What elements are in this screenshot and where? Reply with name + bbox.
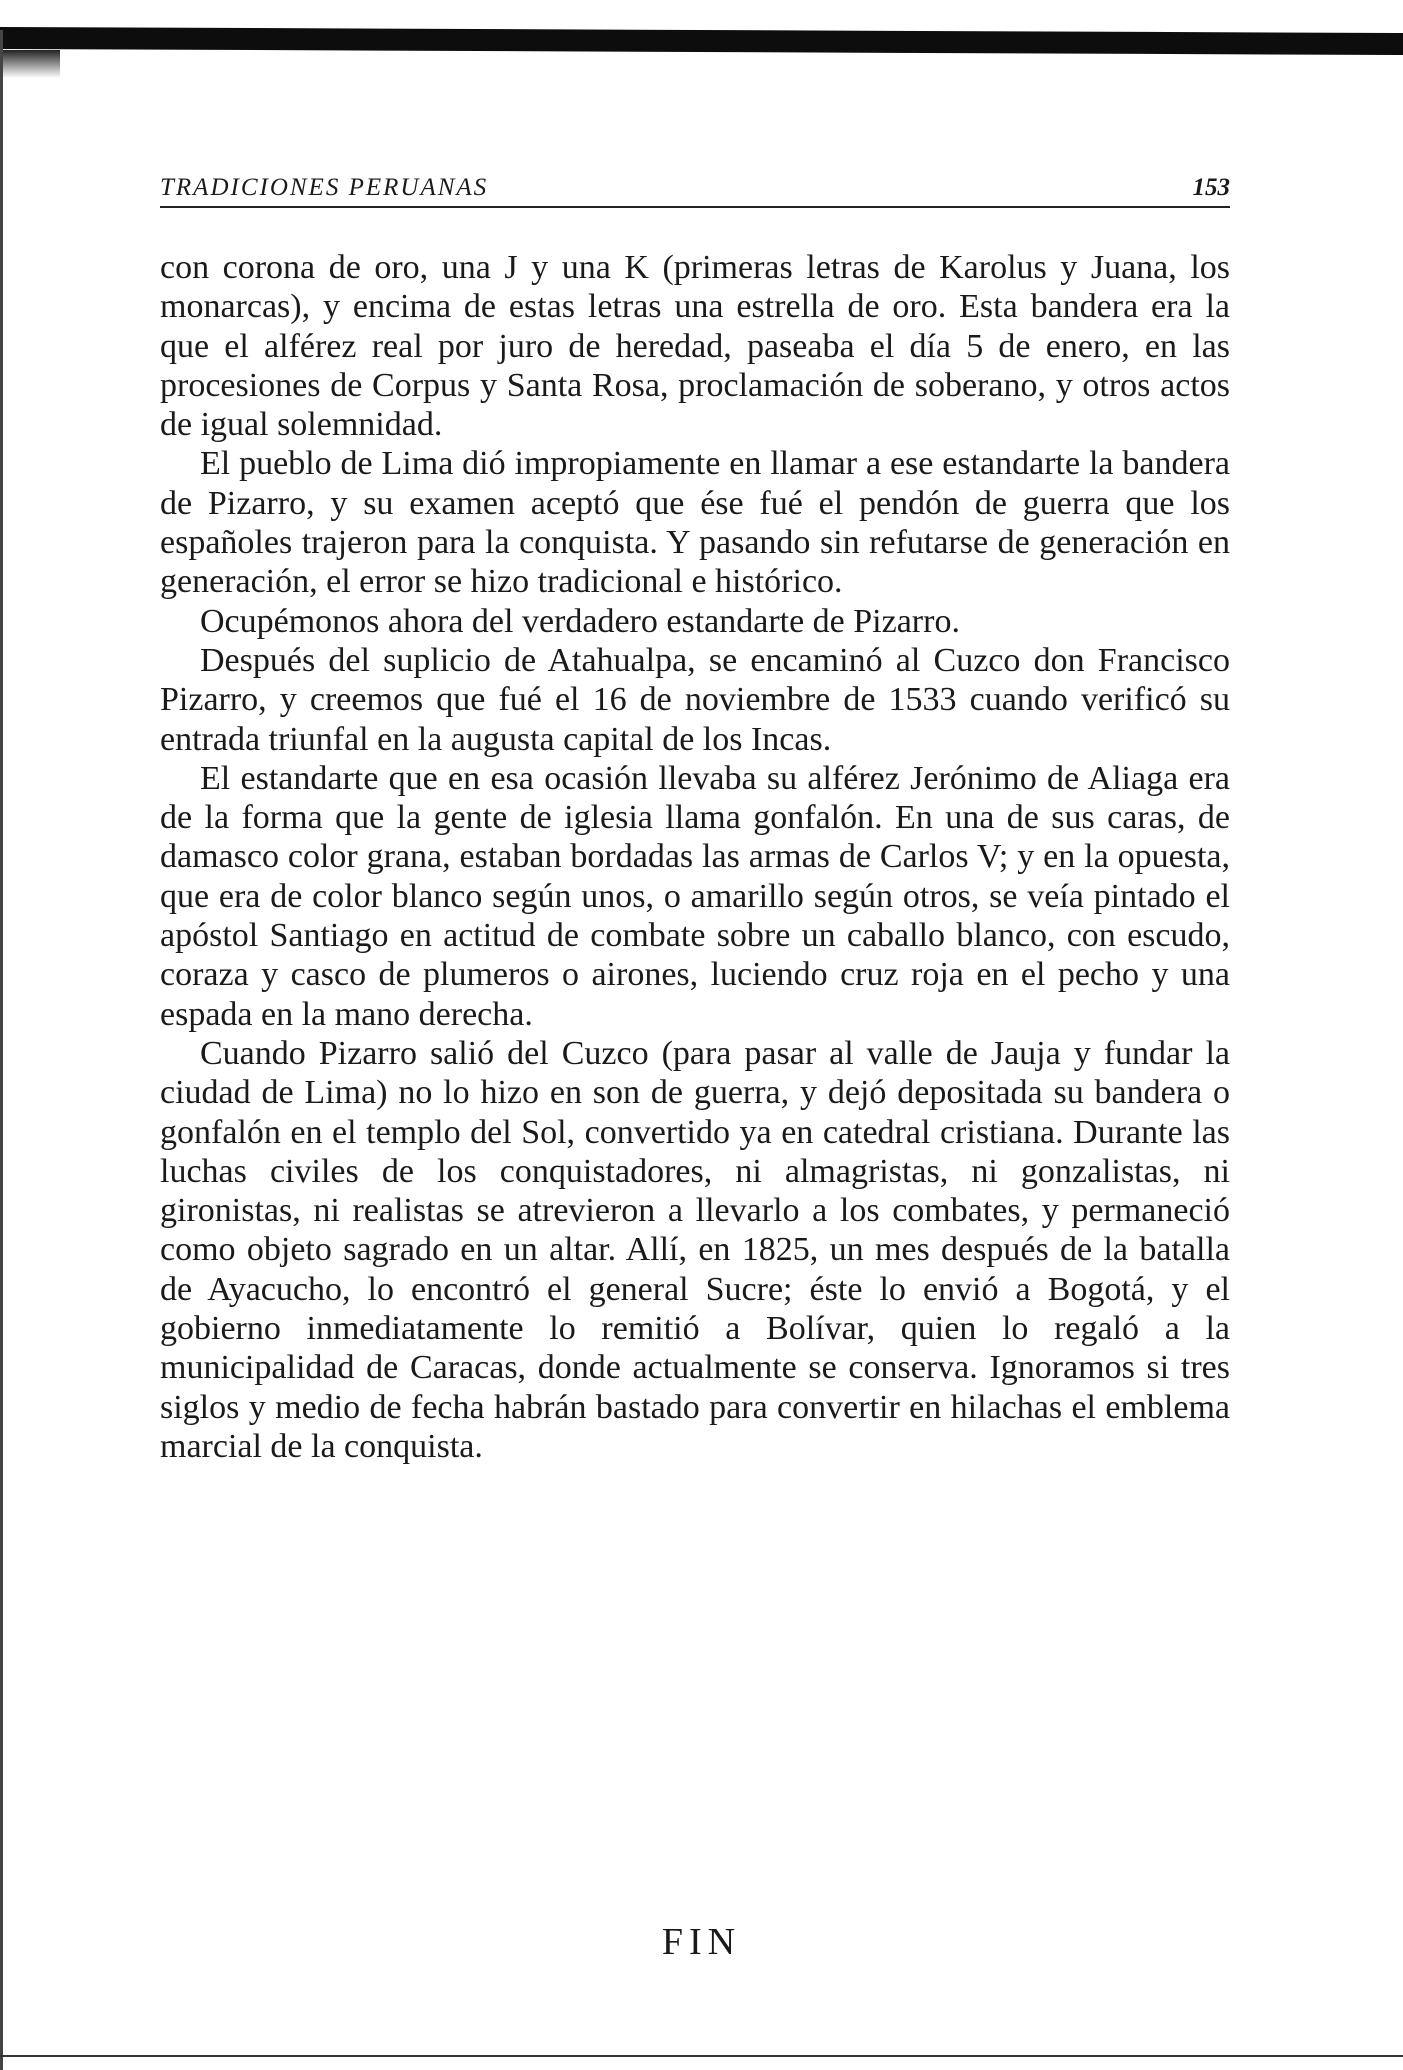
paragraph-5: El estandarte que en esa ocasión llevaba su alférez Jerónimo de Aliaga era de la forma que la gente de iglesia llama gonfalón. En una de sus caras, de damasco color grana, estaban bordadas las armas de Carlos V; y en la opuesta, que era de color blanco según unos, o amarillo según otros, se veía pintado el apóstol Santiago en actitud de combate sobre un caballo blanco, con escudo, coraza y casco de plumeros o airones, luciendo cruz roja en el pecho y una espada en la mano derecha.: [160, 759, 1230, 1033]
scan-left-edge: [0, 30, 3, 2070]
paragraph-6: Cuando Pizarro salió del Cuzco (para pasar al valle de Jauja y fundar la ciudad de Lima) no lo hizo en son de guerra, y dejó depositada su bandera o gonfalón en el templo del Sol, convertido ya en catedral cristiana. Durante las luchas civiles de los conquistadores, ni almagristas, ni gonzalistas, ni gironistas, ni realistas se atrevieron a llevarlo a los combates, y permaneció como objeto sagrado en un altar. Allí, en 1825, un mes después de la batalla de Ayacucho, lo encontró el general Sucre; éste lo envió a Bogotá, y el gobierno inmediatamente lo remitió a Bolívar, quien lo regaló a la municipalidad de Caracas, donde actualmente se conserva. Ignoramos si tres siglos y medio de fecha habrán bastado para convertir en hilachas el emblema marcial de la conquista.: [160, 1034, 1230, 1465]
paragraph-4: Después del suplicio de Atahualpa, se encaminó al Cuzco don Francisco Pizarro, y creemos que fué el 16 de noviembre de 1533 cuando verificó su entrada triunfal en la augusta capital de los Incas.: [160, 641, 1230, 758]
body-text: [160, 248, 1230, 1466]
page-number: 153: [1192, 174, 1230, 201]
paragraph-2: El pueblo de Lima dió impropiamente en llamar a ese estandarte la bandera de Pizarro, y su examen aceptó que ése fué el pendón de guerra que los españoles trajeron para la conquista. Y pasando sin refutarse de generación en generación, el error se hizo tradicional e histórico.: [160, 445, 1230, 601]
scan-bottom-border: [0, 2055, 1403, 2057]
ending-mark: FIN: [661, 1921, 742, 1963]
running-header: [160, 170, 1230, 208]
running-title: TRADICIONES PERUANAS: [160, 174, 489, 201]
paragraph-1: con corona de oro, una J y una K (primeras letras de Karolus y Juana, los monarcas), y encima de estas letras una estrella de oro. Esta bandera era la que el alférez real por juro de heredad, paseaba el día 5 de enero, en las procesiones de Corpus y Santa Rosa, proclamación de soberano, y otros actos de igual solemnidad.: [160, 249, 1230, 444]
scan-corner-shadow: [0, 50, 60, 78]
scan-top-border: [0, 27, 1403, 55]
paragraph-3: Ocupémonos ahora del verdadero estandarte de Pizarro.: [200, 602, 960, 640]
